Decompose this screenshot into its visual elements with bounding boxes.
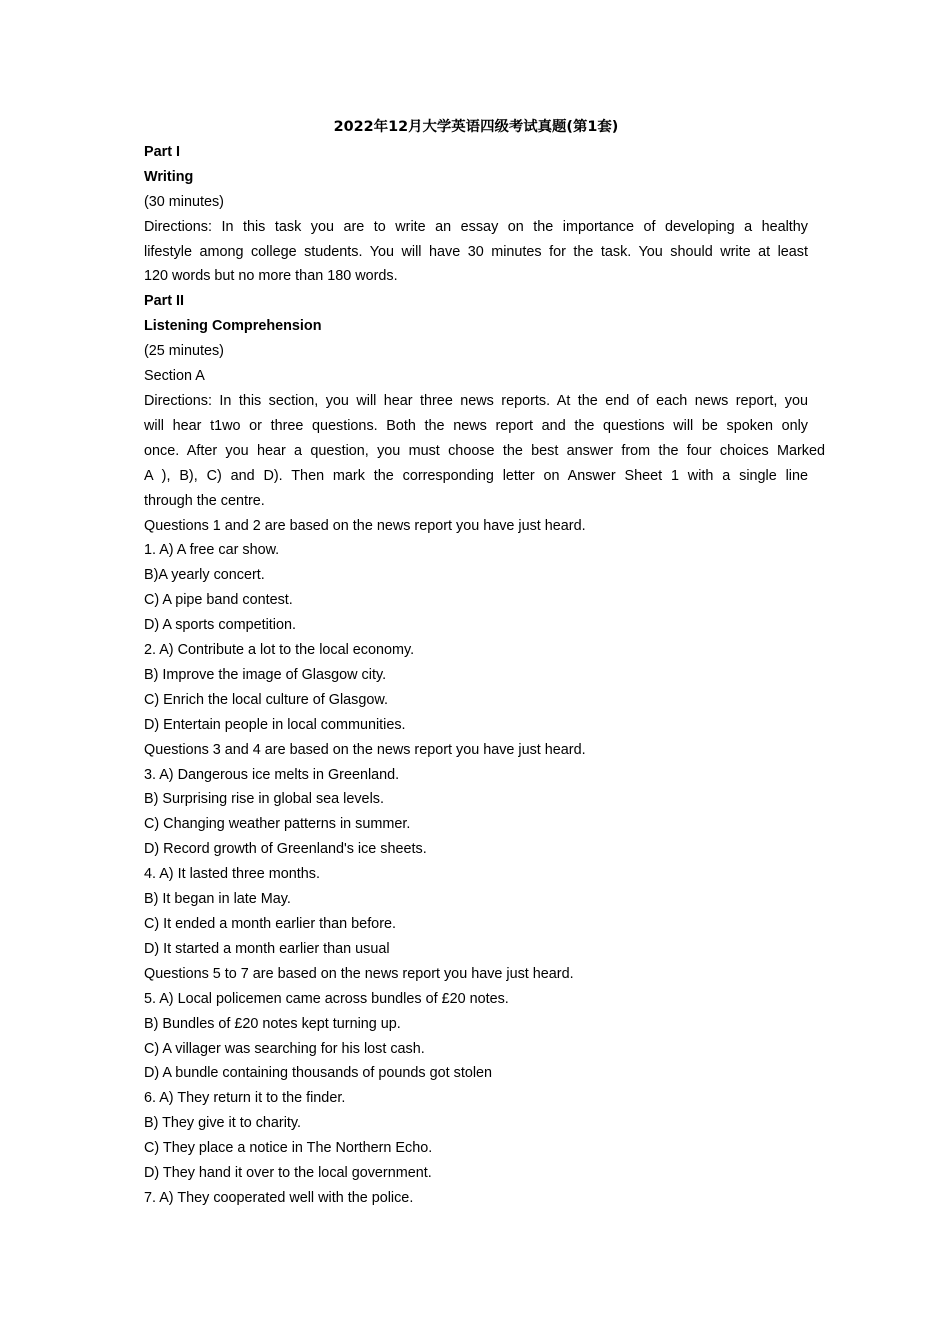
part2-label: Part II xyxy=(144,293,184,310)
question-option: B) Bundles of £20 notes kept turning up. xyxy=(144,1015,401,1032)
question-option: D) A sports competition. xyxy=(144,617,296,634)
part2-directions-line: will hear t1wo or three questions. Both the news report and the questions will be spoken only xyxy=(144,417,808,434)
part1-directions-line: lifestyle among college students. You will have 30 minutes for the task. You should write at least xyxy=(144,243,808,260)
part2-directions-line: Directions: In this section, you will hear three news reports. At the end of each news report, you xyxy=(144,392,808,409)
question-option: 6. A) They return it to the finder. xyxy=(144,1090,346,1107)
section-heading: Section A xyxy=(144,368,205,385)
question-option: 5. A) Local policemen came across bundles of £20 notes. xyxy=(144,990,509,1007)
question-option: D) A bundle containing thousands of pounds got stolen xyxy=(144,1065,493,1082)
part2-directions xyxy=(144,389,825,514)
questions-list xyxy=(144,514,808,1211)
question-option: B) Improve the image of Glasgow city. xyxy=(144,666,387,683)
part1-directions-line: Directions: In this task you are to write an essay on the importance of developing a healthy xyxy=(144,218,808,235)
part1-directions-line: 120 words but no more than 180 words. xyxy=(144,268,398,285)
part1-directions xyxy=(144,215,808,290)
question-option: B) Surprising rise in global sea levels. xyxy=(144,791,384,808)
question-option: 3. A) Dangerous ice melts in Greenland. xyxy=(144,766,400,783)
question-option: 7. A) They cooperated well with the police. xyxy=(144,1189,414,1206)
document-page xyxy=(144,115,825,1211)
part1-time: (30 minutes) xyxy=(144,193,224,210)
part2-time: (25 minutes) xyxy=(144,343,224,360)
part2-directions-line: once. After you hear a question, you must choose the best answer from the four choices Marked xyxy=(144,442,825,459)
part2-name: Listening Comprehension xyxy=(144,318,322,335)
question-option: C) A villager was searching for his lost cash. xyxy=(144,1040,425,1057)
question-option: C) It ended a month earlier than before. xyxy=(144,916,396,932)
question-option: C) Enrich the local culture of Glasgow. xyxy=(144,691,388,708)
question-option: D) Record growth of Greenland's ice sheets. xyxy=(144,841,427,858)
question-option: B)A yearly concert. xyxy=(144,567,265,584)
question-option: D) Entertain people in local communities. xyxy=(144,716,406,733)
question-group-intro: Questions 1 and 2 are based on the news report you have just heard. xyxy=(144,517,586,534)
question-option: D) They hand it over to the local government. xyxy=(144,1165,432,1182)
question-option: B) They give it to charity. xyxy=(144,1115,302,1132)
question-option: 2. A) Contribute a lot to the local economy. xyxy=(144,642,415,659)
question-group-intro: Questions 3 and 4 are based on the news report you have just heard. xyxy=(144,741,586,758)
question-option: B) It began in late May. xyxy=(144,891,291,908)
part1-name: Writing xyxy=(144,168,194,185)
question-option: C) They place a notice in The Northern Echo. xyxy=(144,1140,433,1157)
question-option: D) It started a month earlier than usual xyxy=(144,940,390,957)
question-group-intro: Questions 5 to 7 are based on the news report you have just heard. xyxy=(144,965,574,982)
part2-directions-line: A ), B), C) and D). Then mark the corresponding letter on Answer Sheet 1 with a single line xyxy=(144,467,808,484)
part2-directions-line: through the centre. xyxy=(144,492,265,509)
question-option: C) Changing weather patterns in summer. xyxy=(144,816,411,833)
part1-label: Part I xyxy=(144,143,180,160)
question-option: C) A pipe band contest. xyxy=(144,592,293,609)
document-title: 2022年12月大学英语四级考试真题(第1套) xyxy=(333,119,619,135)
question-option: 4. A) It lasted three months. xyxy=(144,866,320,883)
question-option: 1. A) A free car show. xyxy=(144,542,280,559)
